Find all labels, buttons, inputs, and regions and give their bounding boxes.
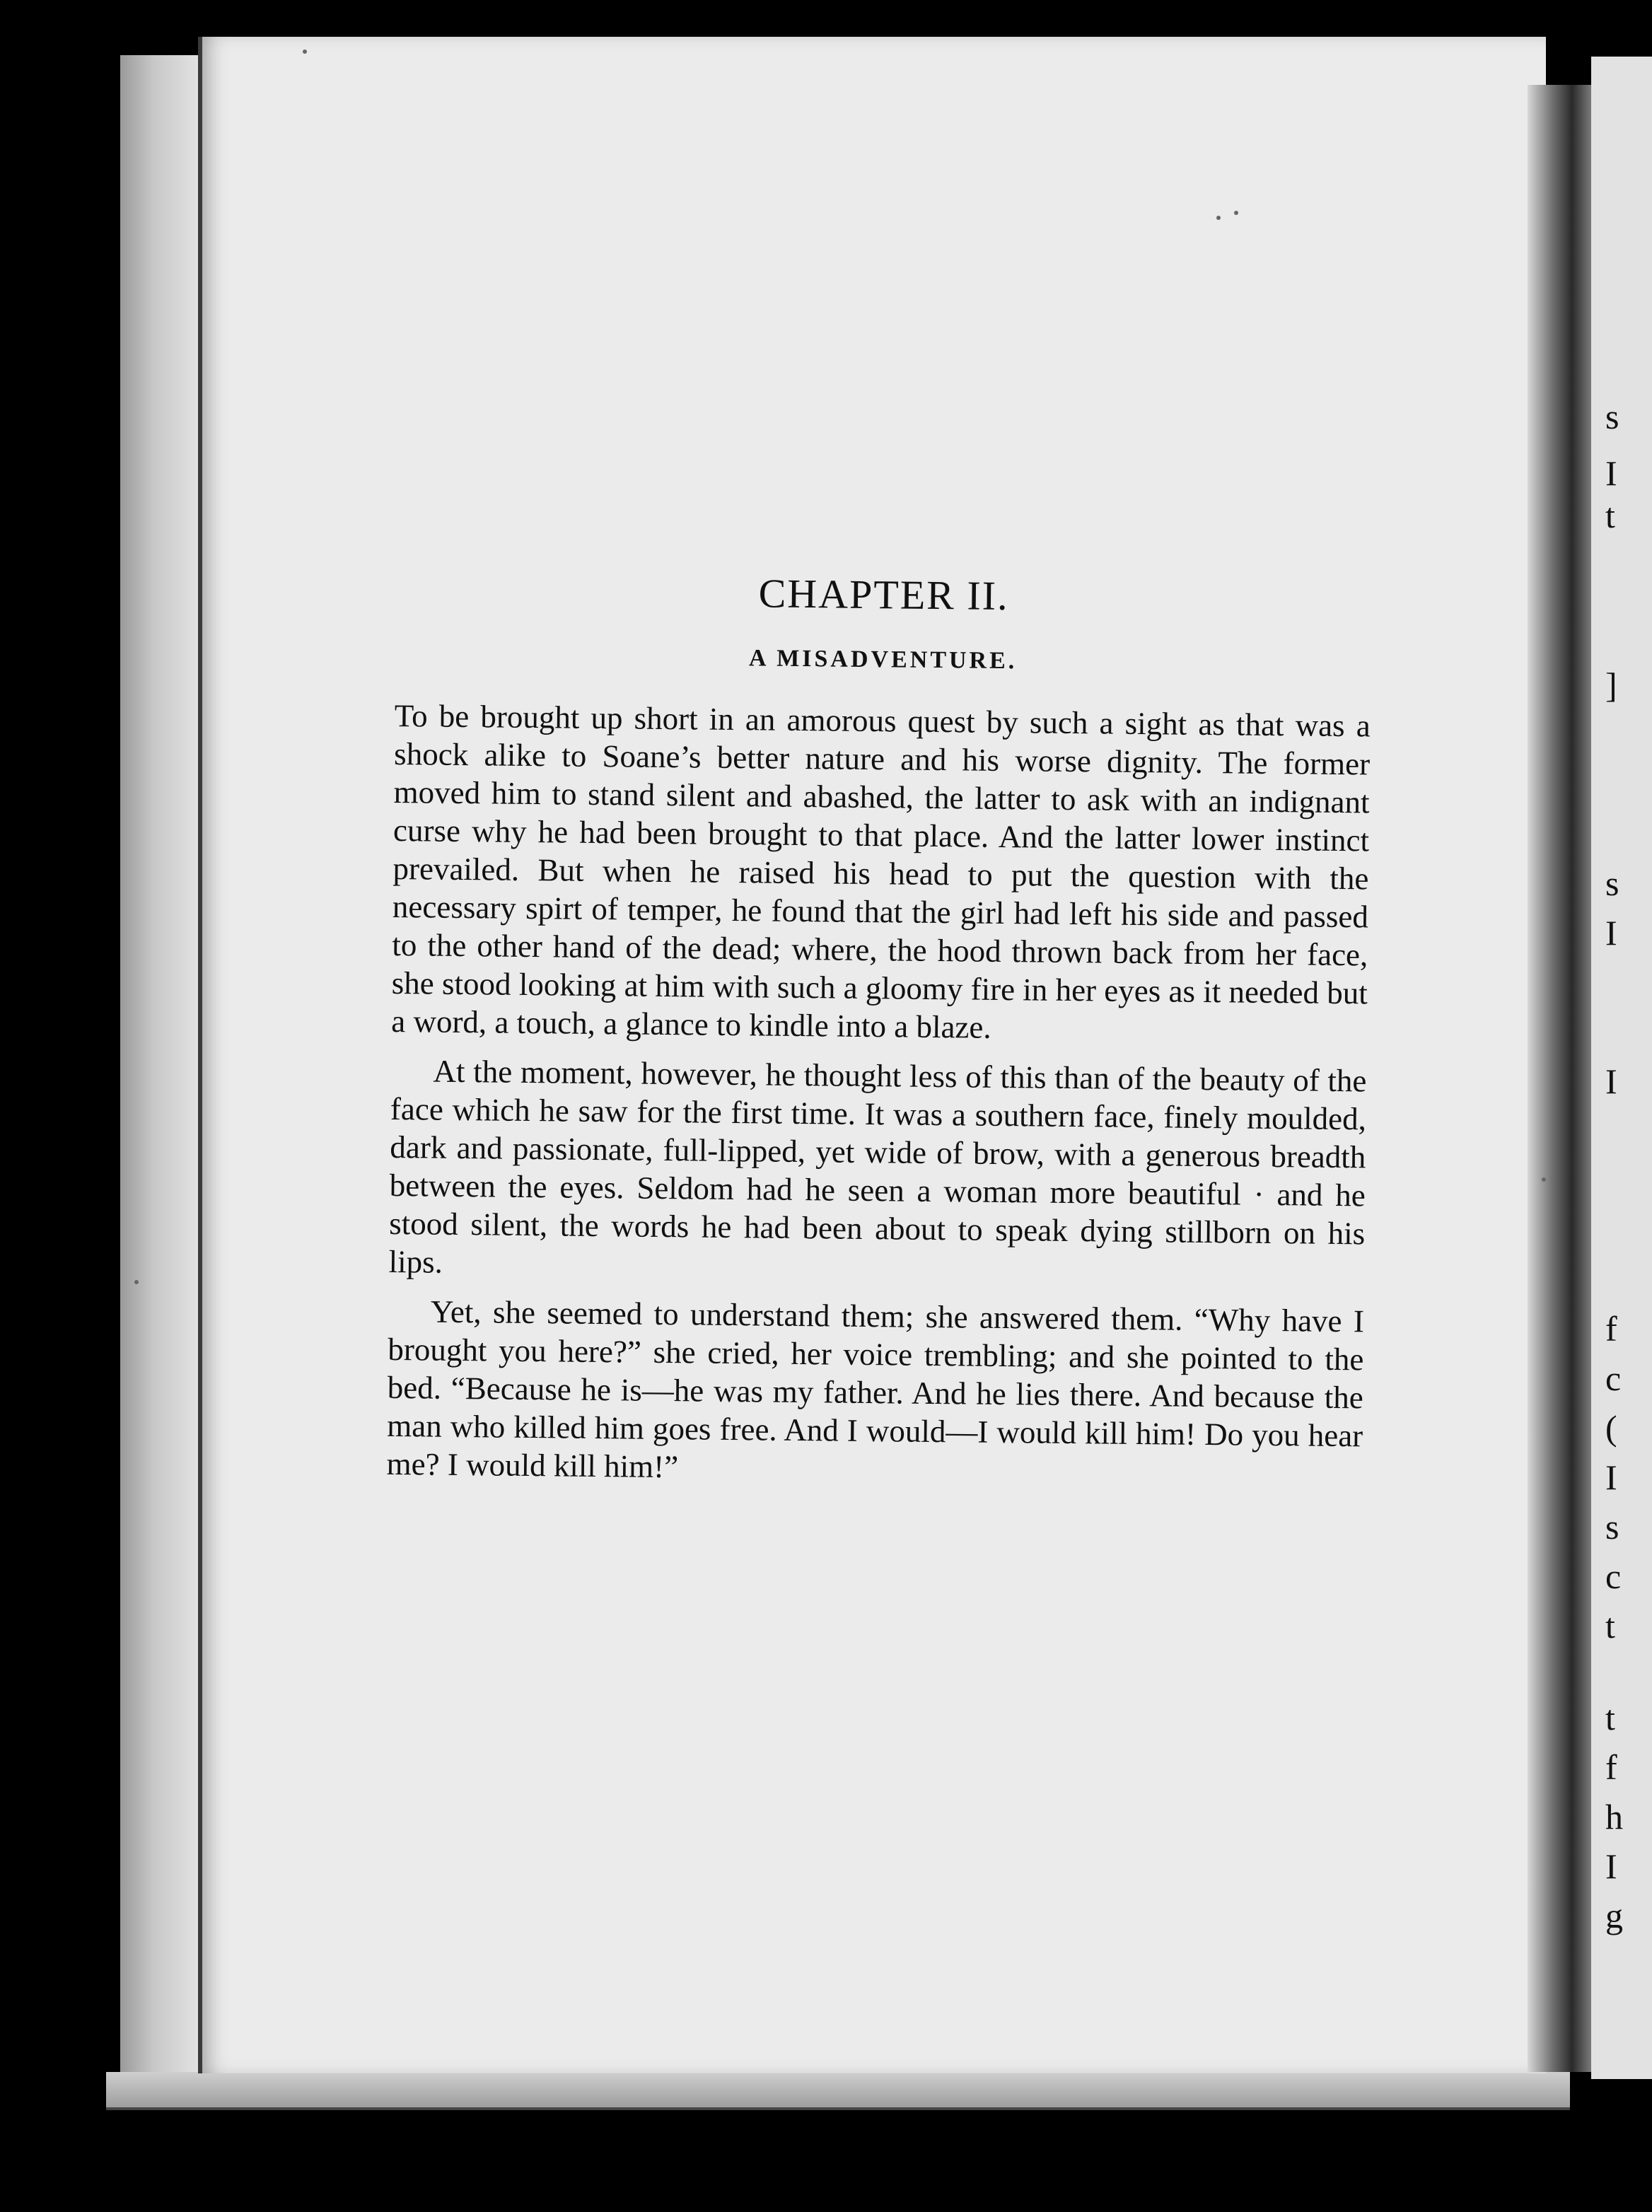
paragraph-2: At the moment, however, he thought less of this than of the beauty of the face which he saw for the first time. It was a southern face, finely moulded, dark and passionate, full-lipped, yet wide of brow, with a generous breadth between the eyes. Seldom had he seen a woman more beautiful · and he stood silent, the words he had been about to speak dying stillborn on his lips. xyxy=(388,1053,1367,1280)
next-page-letter: I xyxy=(1605,1846,1617,1886)
dust-speck xyxy=(1234,211,1238,215)
next-page-letter: f xyxy=(1605,1309,1617,1349)
next-page-letter: I xyxy=(1605,1457,1617,1497)
next-page-letter: c xyxy=(1605,1358,1622,1398)
dust-speck xyxy=(1216,216,1221,220)
next-page-letter: ] xyxy=(1605,665,1617,705)
next-page-letter: s xyxy=(1605,397,1619,436)
book-gutter xyxy=(1528,85,1591,2072)
dust-speck xyxy=(303,50,307,54)
paragraph-1: To be brought up short in an amorous quest by such a sight as that was a shock alike to Soane’s better nature and his worse dignity. The former moved him to stand silent and abashed, the latter to ask with an indignant curse why he had been brought to that place. And the latter lower instinct prevailed. But when he raised his head to put the question with the necessary spirt of temper, he found that the girl had left his side and passed to the other hand of the dead; where, the hood thrown back from her face, she stood looking at him with such a gloomy fire in her eyes as it needed but a word, a touch, a glance to kindle into a blaze. xyxy=(390,697,1371,1045)
book-bottom-edge xyxy=(106,2072,1570,2110)
next-page-letter: ( xyxy=(1605,1408,1617,1448)
dust-speck xyxy=(1542,1177,1546,1182)
next-page-letter: f xyxy=(1605,1747,1617,1787)
next-page-letter: h xyxy=(1605,1797,1623,1836)
book-left-edge xyxy=(120,55,205,2092)
chapter-heading: CHAPTER II. xyxy=(758,570,1009,619)
next-page-letter: I xyxy=(1605,913,1617,953)
text-block xyxy=(386,566,1372,1504)
next-page-strip xyxy=(1591,57,1652,2079)
next-page-letter: t xyxy=(1605,1606,1615,1646)
next-page-letter: t xyxy=(1605,1698,1615,1737)
next-page-letter: I xyxy=(1605,1061,1617,1101)
dust-speck xyxy=(134,1280,139,1284)
next-page-letter: I xyxy=(1605,453,1617,493)
next-page-letter: s xyxy=(1605,863,1619,903)
chapter-subtitle: A MISADVENTURE. xyxy=(748,645,1018,675)
next-page-letter: t xyxy=(1605,496,1615,535)
paragraph-3: Yet, she seemed to understand them; she answered them. “Why have I brought you here?” she cried, her voice trembling; and she pointed to the bed. “Because he is—he was my father. And he lies there. And because the man who killed him goes free. And I would—I would kill him! Do you hear me? I would kill him!” xyxy=(386,1293,1365,1485)
next-page-letter: s xyxy=(1605,1507,1619,1547)
next-page-letter: c xyxy=(1605,1556,1622,1596)
next-page-letter: g xyxy=(1605,1896,1623,1936)
